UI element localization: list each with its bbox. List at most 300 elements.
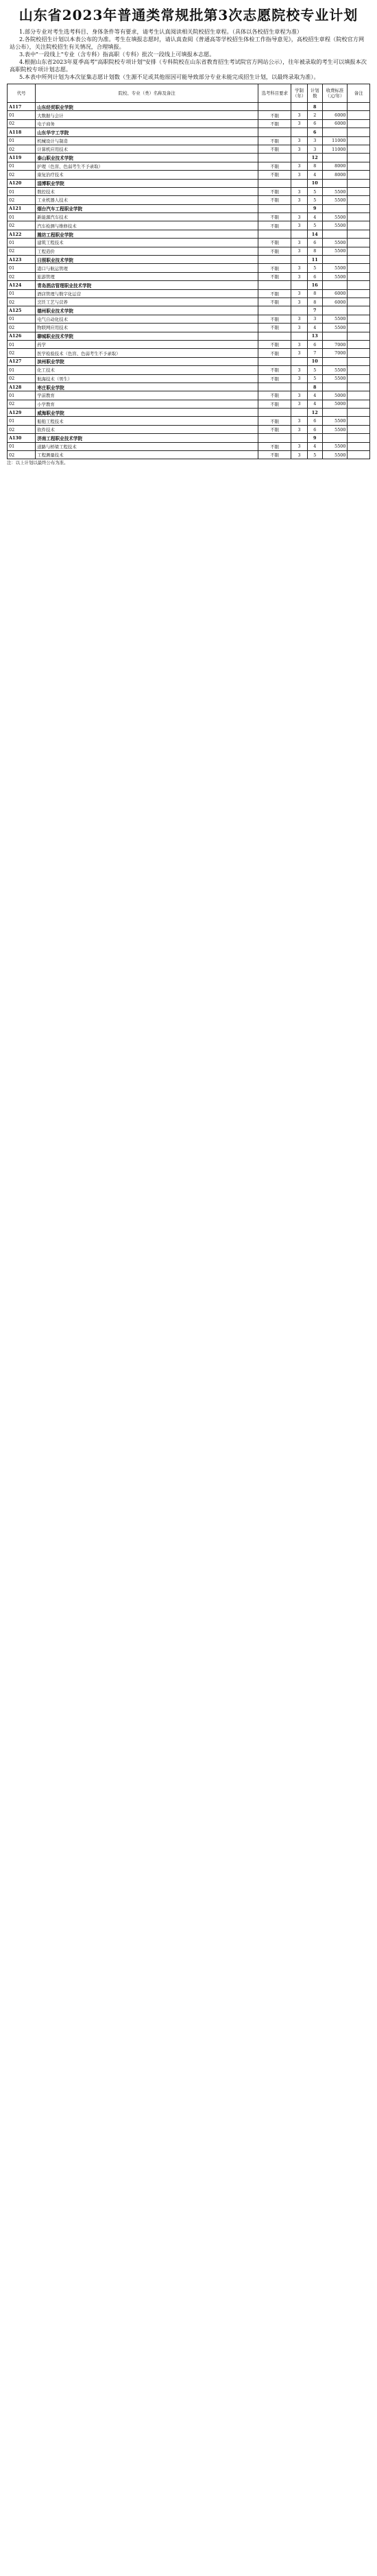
cell-fee: 5500 bbox=[322, 442, 348, 450]
cell-plan: 7 bbox=[307, 306, 322, 315]
cell-remark bbox=[348, 196, 370, 204]
cell-plan: 6 bbox=[307, 128, 322, 136]
cell-plan: 5 bbox=[307, 451, 322, 459]
cell-name: 护理（色盲、色弱考生不予录取） bbox=[36, 162, 258, 170]
cell-length: 3 bbox=[291, 239, 308, 247]
cell-code: 01 bbox=[8, 315, 36, 323]
cell-code: A129 bbox=[8, 409, 36, 417]
cell-fee bbox=[322, 103, 348, 111]
cell-plan: 7 bbox=[307, 349, 322, 357]
cell-plan: 2 bbox=[307, 111, 322, 119]
cell-plan: 4 bbox=[307, 171, 322, 179]
header-plan: 计划数 bbox=[307, 84, 322, 103]
cell-remark bbox=[348, 306, 370, 315]
cell-fee: 6000 bbox=[322, 289, 348, 297]
school-row bbox=[8, 434, 370, 442]
cell-remark bbox=[348, 340, 370, 348]
cell-length: 3 bbox=[291, 349, 308, 357]
cell-remark bbox=[348, 281, 370, 289]
cell-fee bbox=[322, 256, 348, 264]
cell-name: 聊城职业技术学院 bbox=[36, 332, 258, 340]
tail-note: 注：以上计划以最终公布为准。 bbox=[7, 460, 69, 466]
cell-length: 3 bbox=[291, 324, 308, 332]
cell-plan: 10 bbox=[307, 179, 322, 187]
cell-fee: 5500 bbox=[322, 239, 348, 247]
cell-length: 3 bbox=[291, 187, 308, 195]
school-row bbox=[8, 256, 370, 264]
cell-fee: 6000 bbox=[322, 119, 348, 127]
school-row bbox=[8, 179, 370, 187]
cell-plan: 5 bbox=[307, 374, 322, 382]
cell-name: 潍坊工程职业学院 bbox=[36, 230, 258, 238]
cell-subject: 不限 bbox=[258, 391, 291, 400]
school-row bbox=[8, 154, 370, 162]
cell-remark bbox=[348, 332, 370, 340]
cell-subject: 不限 bbox=[258, 451, 291, 459]
cell-subject: 不限 bbox=[258, 374, 291, 382]
cell-subject: 不限 bbox=[258, 162, 291, 170]
cell-code: 01 bbox=[8, 111, 36, 119]
table-row bbox=[8, 289, 370, 297]
table-row bbox=[8, 349, 370, 357]
cell-remark bbox=[348, 247, 370, 255]
cell-name: 泰山职业技术学院 bbox=[36, 154, 258, 162]
cell-plan: 4 bbox=[307, 391, 322, 400]
cell-code: 01 bbox=[8, 340, 36, 348]
cell-fee: 5500 bbox=[322, 264, 348, 272]
cell-code: 01 bbox=[8, 289, 36, 297]
cell-remark bbox=[348, 154, 370, 162]
cell-code: A122 bbox=[8, 230, 36, 238]
cell-code: A125 bbox=[8, 306, 36, 315]
cell-plan: 9 bbox=[307, 434, 322, 442]
cell-remark bbox=[348, 357, 370, 365]
cell-fee: 6000 bbox=[322, 297, 348, 306]
header-remark: 备注 bbox=[348, 84, 370, 103]
note-item: 2.各院校招生计划以本表公布的为准。考生在填报志愿时，请认真查阅《普通高等学校招生体检工作指导意见》，高校招生章程（院校官方网站公布），关注院校招生有关情况，合理填报。 bbox=[10, 36, 365, 50]
cell-subject: 不限 bbox=[258, 264, 291, 272]
cell-name: 烟台汽车工程职业学院 bbox=[36, 204, 258, 212]
cell-name: 电气自动化技术 bbox=[36, 315, 258, 323]
cell-plan: 5 bbox=[307, 196, 322, 204]
table-row bbox=[8, 111, 370, 119]
cell-name: 道路与桥梁工程技术 bbox=[36, 442, 258, 450]
table-row bbox=[8, 171, 370, 179]
table-row bbox=[8, 442, 370, 450]
cell-name: 药学 bbox=[36, 340, 258, 348]
cell-subject bbox=[258, 204, 291, 212]
cell-subject bbox=[258, 357, 291, 365]
cell-subject bbox=[258, 154, 291, 162]
cell-name: 威海职业学院 bbox=[36, 409, 258, 417]
cell-length: 3 bbox=[291, 289, 308, 297]
cell-subject bbox=[258, 434, 291, 442]
cell-plan: 4 bbox=[307, 400, 322, 408]
cell-plan: 13 bbox=[307, 332, 322, 340]
cell-remark bbox=[348, 162, 370, 170]
cell-fee: 11000 bbox=[322, 145, 348, 153]
cell-plan: 5 bbox=[307, 264, 322, 272]
cell-fee: 5500 bbox=[322, 417, 348, 425]
cell-name: 船舶工程技术 bbox=[36, 417, 258, 425]
cell-fee bbox=[322, 434, 348, 442]
cell-subject: 不限 bbox=[258, 221, 291, 230]
table-row bbox=[8, 187, 370, 195]
cell-name: 山东经贸职业学院 bbox=[36, 103, 258, 111]
cell-plan: 12 bbox=[307, 409, 322, 417]
cell-subject bbox=[258, 103, 291, 111]
cell-fee bbox=[322, 230, 348, 238]
cell-subject: 不限 bbox=[258, 324, 291, 332]
cell-length bbox=[291, 256, 308, 264]
school-row bbox=[8, 306, 370, 315]
plan-table bbox=[7, 84, 370, 459]
cell-name: 机械设计与制造 bbox=[36, 136, 258, 145]
table-row bbox=[8, 366, 370, 374]
cell-remark bbox=[348, 272, 370, 280]
cell-length: 3 bbox=[291, 366, 308, 374]
cell-name: 酒店管理与数字化运营 bbox=[36, 289, 258, 297]
cell-code: 02 bbox=[8, 349, 36, 357]
cell-code: A123 bbox=[8, 256, 36, 264]
cell-fee bbox=[322, 204, 348, 212]
cell-length: 3 bbox=[291, 111, 308, 119]
cell-fee: 5500 bbox=[322, 324, 348, 332]
cell-code: 02 bbox=[8, 196, 36, 204]
cell-length bbox=[291, 230, 308, 238]
notes-section bbox=[10, 28, 367, 81]
cell-name: 滨州职业学院 bbox=[36, 357, 258, 365]
school-row bbox=[8, 382, 370, 391]
school-row bbox=[8, 357, 370, 365]
cell-length bbox=[291, 179, 308, 187]
cell-name: 烹饪工艺与营养 bbox=[36, 297, 258, 306]
cell-length: 3 bbox=[291, 264, 308, 272]
table-row bbox=[8, 297, 370, 306]
cell-subject: 不限 bbox=[258, 196, 291, 204]
cell-plan: 6 bbox=[307, 417, 322, 425]
cell-length bbox=[291, 281, 308, 289]
cell-remark bbox=[348, 451, 370, 459]
cell-code: 01 bbox=[8, 442, 36, 450]
cell-plan: 3 bbox=[307, 315, 322, 323]
cell-name: 建筑工程技术 bbox=[36, 239, 258, 247]
cell-fee bbox=[322, 179, 348, 187]
cell-length: 3 bbox=[291, 196, 308, 204]
cell-length: 3 bbox=[291, 340, 308, 348]
cell-plan: 8 bbox=[307, 103, 322, 111]
cell-subject: 不限 bbox=[258, 442, 291, 450]
cell-plan: 6 bbox=[307, 425, 322, 433]
cell-plan: 10 bbox=[307, 357, 322, 365]
cell-fee: 5500 bbox=[322, 425, 348, 433]
cell-length bbox=[291, 103, 308, 111]
cell-remark bbox=[348, 213, 370, 221]
cell-remark bbox=[348, 204, 370, 212]
cell-remark bbox=[348, 230, 370, 238]
cell-name: 康复治疗技术 bbox=[36, 171, 258, 179]
cell-name: 山东华宇工学院 bbox=[36, 128, 258, 136]
cell-fee: 5000 bbox=[322, 400, 348, 408]
table-row bbox=[8, 162, 370, 170]
table-row bbox=[8, 272, 370, 280]
cell-subject: 不限 bbox=[258, 349, 291, 357]
cell-length: 3 bbox=[291, 119, 308, 127]
school-row bbox=[8, 281, 370, 289]
table-row bbox=[8, 196, 370, 204]
cell-remark bbox=[348, 297, 370, 306]
cell-length bbox=[291, 204, 308, 212]
cell-name: 小学教育 bbox=[36, 400, 258, 408]
cell-fee: 5500 bbox=[322, 187, 348, 195]
school-row bbox=[8, 230, 370, 238]
cell-length bbox=[291, 434, 308, 442]
table-row bbox=[8, 119, 370, 127]
cell-remark bbox=[348, 400, 370, 408]
cell-remark bbox=[348, 391, 370, 400]
note-item: 1.部分专业对考生选考科目、身体条件等有要求，请考生认真阅读相关院校招生章程。（具体以各校招生章程为准） bbox=[19, 28, 303, 35]
cell-remark bbox=[348, 289, 370, 297]
cell-name: 大数据与会计 bbox=[36, 111, 258, 119]
cell-code: 02 bbox=[8, 171, 36, 179]
cell-code: 02 bbox=[8, 324, 36, 332]
cell-code: 01 bbox=[8, 417, 36, 425]
header-fee: 收费标准（元/年） bbox=[322, 84, 348, 103]
cell-code: 01 bbox=[8, 366, 36, 374]
cell-length: 3 bbox=[291, 171, 308, 179]
header-length: 学制（年） bbox=[291, 84, 308, 103]
cell-length bbox=[291, 332, 308, 340]
cell-remark bbox=[348, 145, 370, 153]
cell-code: 01 bbox=[8, 391, 36, 400]
cell-subject bbox=[258, 179, 291, 187]
cell-code: 01 bbox=[8, 264, 36, 272]
table-row bbox=[8, 247, 370, 255]
cell-length: 3 bbox=[291, 297, 308, 306]
cell-code: 02 bbox=[8, 247, 36, 255]
page-title: 山东省2023年普通类常规批第3次志愿院校专业计划 bbox=[19, 7, 358, 23]
cell-name: 港口与航运管理 bbox=[36, 264, 258, 272]
cell-remark bbox=[348, 324, 370, 332]
cell-plan: 8 bbox=[307, 162, 322, 170]
cell-remark bbox=[348, 409, 370, 417]
cell-name: 学前教育 bbox=[36, 391, 258, 400]
cell-fee: 7000 bbox=[322, 349, 348, 357]
cell-fee bbox=[322, 154, 348, 162]
cell-name: 青岛酒店管理职业技术学院 bbox=[36, 281, 258, 289]
cell-code: A130 bbox=[8, 434, 36, 442]
table-row bbox=[8, 417, 370, 425]
cell-subject: 不限 bbox=[258, 187, 291, 195]
cell-code: A124 bbox=[8, 281, 36, 289]
table-row bbox=[8, 391, 370, 400]
header-code: 代号 bbox=[8, 84, 36, 103]
cell-length: 3 bbox=[291, 374, 308, 382]
table-row bbox=[8, 315, 370, 323]
cell-code: 01 bbox=[8, 213, 36, 221]
cell-length bbox=[291, 154, 308, 162]
cell-subject bbox=[258, 256, 291, 264]
cell-fee: 5500 bbox=[322, 247, 348, 255]
cell-length: 3 bbox=[291, 417, 308, 425]
cell-length: 3 bbox=[291, 247, 308, 255]
cell-subject bbox=[258, 230, 291, 238]
table-body bbox=[8, 103, 370, 459]
cell-length: 3 bbox=[291, 145, 308, 153]
cell-plan: 4 bbox=[307, 442, 322, 450]
cell-name: 新能源汽车技术 bbox=[36, 213, 258, 221]
cell-subject: 不限 bbox=[258, 417, 291, 425]
cell-plan: 9 bbox=[307, 204, 322, 212]
table-row bbox=[8, 221, 370, 230]
table-row bbox=[8, 136, 370, 145]
cell-code: A121 bbox=[8, 204, 36, 212]
cell-subject bbox=[258, 382, 291, 391]
cell-subject: 不限 bbox=[258, 247, 291, 255]
table-row bbox=[8, 213, 370, 221]
table-row bbox=[8, 239, 370, 247]
cell-fee: 5500 bbox=[322, 451, 348, 459]
cell-name: 物联网应用技术 bbox=[36, 324, 258, 332]
cell-fee: 5500 bbox=[322, 366, 348, 374]
table-header-row bbox=[8, 84, 370, 103]
header-name: 院校、专业（类）名称及备注 bbox=[36, 84, 258, 103]
cell-fee: 5500 bbox=[322, 374, 348, 382]
table-row bbox=[8, 451, 370, 459]
cell-fee bbox=[322, 409, 348, 417]
cell-remark bbox=[348, 425, 370, 433]
school-row bbox=[8, 103, 370, 111]
cell-plan: 5 bbox=[307, 221, 322, 230]
cell-remark bbox=[348, 256, 370, 264]
cell-remark bbox=[348, 111, 370, 119]
cell-subject: 不限 bbox=[258, 111, 291, 119]
cell-fee bbox=[322, 332, 348, 340]
cell-code: A127 bbox=[8, 357, 36, 365]
cell-fee bbox=[322, 357, 348, 365]
cell-plan: 5 bbox=[307, 366, 322, 374]
cell-code: 01 bbox=[8, 136, 36, 145]
cell-remark bbox=[348, 374, 370, 382]
cell-remark bbox=[348, 187, 370, 195]
cell-subject: 不限 bbox=[258, 136, 291, 145]
cell-plan: 4 bbox=[307, 213, 322, 221]
cell-subject: 不限 bbox=[258, 315, 291, 323]
cell-plan: 12 bbox=[307, 154, 322, 162]
cell-subject: 不限 bbox=[258, 119, 291, 127]
cell-subject bbox=[258, 409, 291, 417]
cell-code: A117 bbox=[8, 103, 36, 111]
cell-name: 工程测量技术 bbox=[36, 451, 258, 459]
cell-fee: 5000 bbox=[322, 391, 348, 400]
cell-subject: 不限 bbox=[258, 289, 291, 297]
school-row bbox=[8, 332, 370, 340]
cell-subject: 不限 bbox=[258, 366, 291, 374]
cell-plan: 4 bbox=[307, 324, 322, 332]
cell-remark bbox=[348, 315, 370, 323]
cell-name: 化工技术 bbox=[36, 366, 258, 374]
cell-plan: 16 bbox=[307, 281, 322, 289]
school-row bbox=[8, 204, 370, 212]
cell-plan: 14 bbox=[307, 230, 322, 238]
cell-length bbox=[291, 382, 308, 391]
cell-plan: 8 bbox=[307, 382, 322, 391]
cell-plan: 6 bbox=[307, 272, 322, 280]
note-item: 5.本表中所列计划为本次征集志愿计划数（生源不足或其他原因可能导致部分专业未能完成招生计划，以最终录取为准）。 bbox=[19, 73, 319, 80]
cell-plan: 8 bbox=[307, 297, 322, 306]
cell-name: 数控技术 bbox=[36, 187, 258, 195]
cell-code: 02 bbox=[8, 221, 36, 230]
cell-fee: 5500 bbox=[322, 196, 348, 204]
cell-fee: 6000 bbox=[322, 111, 348, 119]
cell-remark bbox=[348, 264, 370, 272]
cell-remark bbox=[348, 434, 370, 442]
cell-code: 01 bbox=[8, 239, 36, 247]
cell-code: 01 bbox=[8, 162, 36, 170]
table-row bbox=[8, 264, 370, 272]
cell-subject: 不限 bbox=[258, 171, 291, 179]
cell-subject bbox=[258, 306, 291, 315]
cell-length: 3 bbox=[291, 425, 308, 433]
cell-code: 02 bbox=[8, 400, 36, 408]
table-row bbox=[8, 400, 370, 408]
cell-code: A119 bbox=[8, 154, 36, 162]
cell-code: 01 bbox=[8, 187, 36, 195]
document-page bbox=[7, 0, 370, 465]
cell-name: 旅游管理 bbox=[36, 272, 258, 280]
cell-plan: 8 bbox=[307, 247, 322, 255]
cell-subject bbox=[258, 281, 291, 289]
cell-code: 02 bbox=[8, 272, 36, 280]
cell-code: 02 bbox=[8, 451, 36, 459]
cell-length: 3 bbox=[291, 442, 308, 450]
cell-fee bbox=[322, 382, 348, 391]
cell-length bbox=[291, 306, 308, 315]
cell-fee: 11000 bbox=[322, 136, 348, 145]
cell-remark bbox=[348, 179, 370, 187]
cell-subject: 不限 bbox=[258, 297, 291, 306]
cell-plan: 3 bbox=[307, 136, 322, 145]
cell-code: 02 bbox=[8, 425, 36, 433]
cell-code: A128 bbox=[8, 382, 36, 391]
cell-fee: 5500 bbox=[322, 213, 348, 221]
cell-plan: 6 bbox=[307, 340, 322, 348]
cell-name: 汽车检测与维修技术 bbox=[36, 221, 258, 230]
cell-length: 3 bbox=[291, 213, 308, 221]
cell-subject: 不限 bbox=[258, 425, 291, 433]
cell-fee: 8000 bbox=[322, 162, 348, 170]
cell-remark bbox=[348, 128, 370, 136]
cell-fee bbox=[322, 306, 348, 315]
cell-name: 济南工程职业技术学院 bbox=[36, 434, 258, 442]
cell-name: 德州职业技术学院 bbox=[36, 306, 258, 315]
cell-code: A126 bbox=[8, 332, 36, 340]
cell-subject bbox=[258, 128, 291, 136]
school-row bbox=[8, 409, 370, 417]
cell-subject: 不限 bbox=[258, 239, 291, 247]
cell-fee: 5500 bbox=[322, 315, 348, 323]
cell-remark bbox=[348, 119, 370, 127]
cell-remark bbox=[348, 171, 370, 179]
cell-name: 工业机器人技术 bbox=[36, 196, 258, 204]
note-item: 4.根据山东省2023年夏季高考"高职院校专项计划"安排（专科院校在山东省教育招生考试院官方网站公示），往年被录取的考生可以填报本次高职院校专项计划志愿。 bbox=[10, 58, 367, 73]
cell-fee: 5500 bbox=[322, 272, 348, 280]
cell-subject: 不限 bbox=[258, 400, 291, 408]
cell-subject: 不限 bbox=[258, 340, 291, 348]
cell-name: 电子商务 bbox=[36, 119, 258, 127]
cell-fee: 8000 bbox=[322, 171, 348, 179]
cell-length: 3 bbox=[291, 162, 308, 170]
